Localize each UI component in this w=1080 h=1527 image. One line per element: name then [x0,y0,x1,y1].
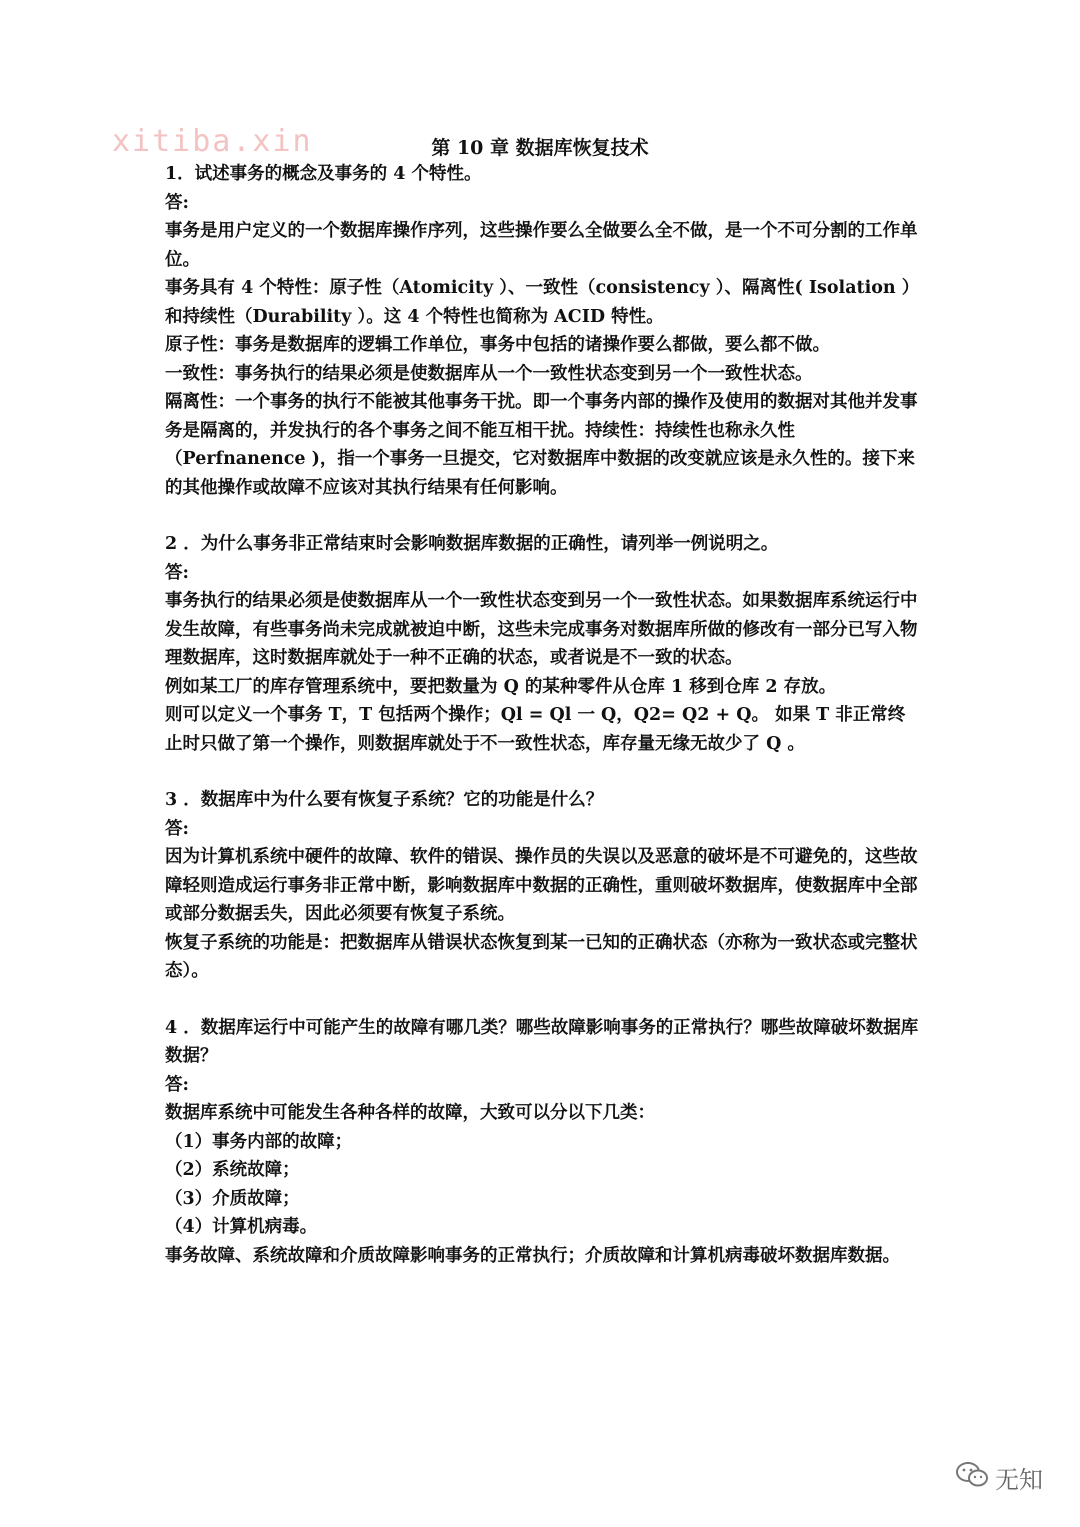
paragraph: 事务是用户定义的一个数据库操作序列，这些操作要么全做要么全不做，是一个不可分割的工作单位。 [165,221,918,270]
wechat-icon [955,1461,989,1495]
paragraph: 隔离性：一个事务的执行不能被其他事务干扰。即一个事务内部的操作及使用的数据对其他并发事务是隔离的，并发执行的各个事务之间不能互相干扰。持续性：持续性也称永久性（Perfnanence )，指一个事务一旦提交，它对数据库中数据的改变就应该是永久性的。接下来的其他操作或故障不应该对其执行结果有任何影响。 [165,392,918,498]
paragraph: 恢复子系统的功能是：把数据库从错误状态恢复到某一已知的正确状态（亦称为一致状态或完整状态）。 [165,932,918,981]
answer-label: 答: [165,192,189,213]
paragraph: 事务故障、系统故障和介质故障影响事务的正常执行；介质故障和计算机病毒破坏数据库数据。 [165,1245,900,1266]
list-item: （4）计算机病毒。 [165,1217,318,1237]
question-4 [165,1014,920,1271]
question-2 [165,530,920,758]
paragraph: 因为计算机系统中硬件的故障、软件的错误、操作员的失误以及恶意的破坏是不可避免的，这些故障轻则造成运行事务非正常中断，影响数据库中数据的正确性，重则破坏数据库，使数据库中全部或部分数据丢失，因此必须要有恢复子系统。 [165,847,918,924]
question-text: 3 ．数据库中为什么要有恢复子系统？它的功能是什么？ [165,790,604,810]
question-1 [165,160,920,502]
list-item: （1）事务内部的故障； [165,1131,353,1152]
list-item: （2）系统故障； [165,1160,300,1180]
paragraph: 数据库系统中可能发生各种各样的故障，大致可以分以下几类： [165,1103,655,1123]
watermark: xitiba.xin [112,124,313,159]
page-title: 第 10 章 数据库恢复技术 [431,137,649,159]
question-text: 2 ．为什么事务非正常结束时会影响数据库数据的正确性，请列举一例说明之。 [165,534,779,554]
document-body [165,160,920,1270]
brand-mark [955,1460,1043,1495]
paragraph: 事务具有 4 个特性：原子性（Atomicity ）、一致性（consistency ）、隔离性( Isolation ）和持续性（Durability ）。这 4 个特性也简称为 ACID 特性。 [165,278,920,327]
question-3 [165,786,920,986]
question-text: 4 ．数据库运行中可能产生的故障有哪几类？哪些故障影响事务的正常执行？哪些故障破坏数据库数据？ [165,1017,919,1066]
paragraph: 事务执行的结果必须是使数据库从一个一致性状态变到另一个一致性状态。如果数据库系统运行中发生故障，有些事务尚未完成就被迫中断，这些未完成事务对数据库所做的修改有一部分已写入物理数据库，这时数据库就处于一种不正确的状态，或者说是不一致的状态。 [165,591,918,668]
paragraph: 原子性：事务是数据库的逻辑工作单位，事务中包括的诸操作要么都做，要么都不做。 [165,335,830,355]
question-text: 1．试述事务的概念及事务的 4 个特性。 [165,164,482,184]
paragraph: 一致性：事务执行的结果必须是使数据库从一个一致性状态变到另一个一致性状态。 [165,363,813,384]
list-item: （3）介质故障； [165,1188,300,1209]
brand-name: 无知 [995,1466,1043,1494]
answer-label: 答: [165,562,189,583]
paragraph: 则可以定义一个事务 T，T 包括两个操作；Ql = Ql 一 Q，Q2= Q2 + Q。 如果 T 非正常终止时只做了第一个操作，则数据库就处于不一致性状态，库存量无缘无故少了 Q 。 [165,705,906,754]
answer-label: 答: [165,818,189,839]
paragraph: 例如某工厂的库存管理系统中，要把数量为 Q 的某种零件从仓库 1 移到仓库 2 存放。 [165,676,837,697]
answer-label: 答: [165,1074,189,1095]
